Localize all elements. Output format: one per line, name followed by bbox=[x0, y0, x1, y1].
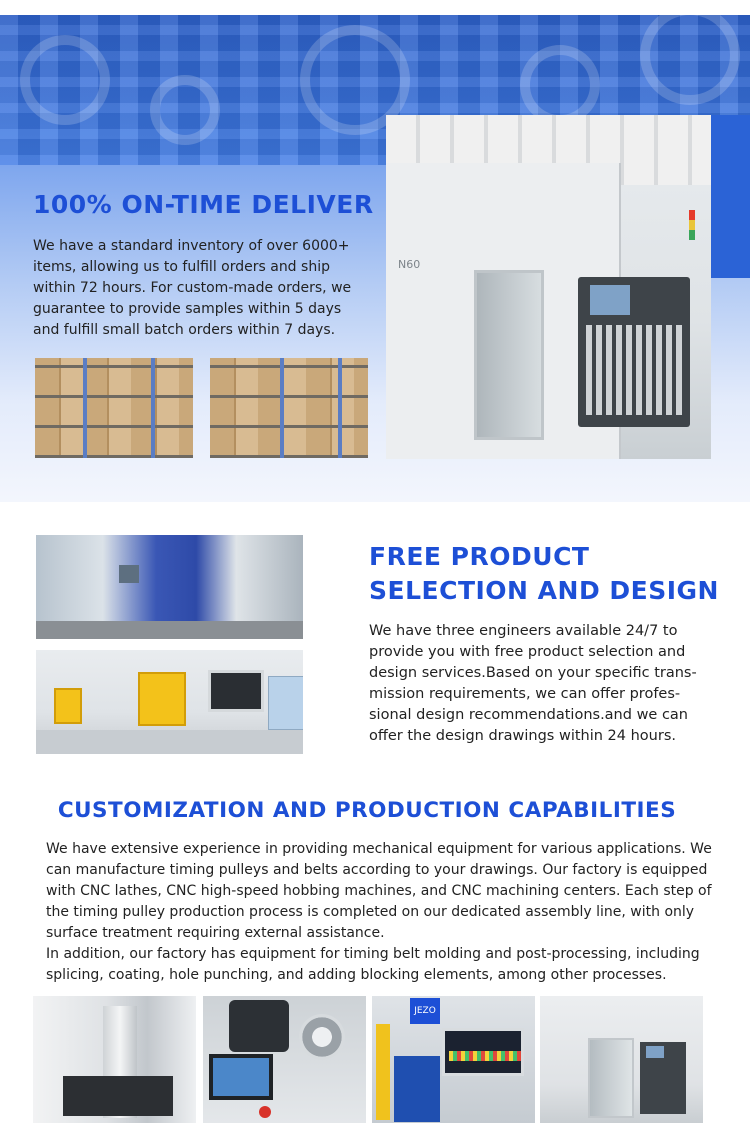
delivery-title: 100% ON-TIME DELIVER bbox=[33, 190, 374, 219]
design-title-line-2: SELECTION AND DESIGN bbox=[369, 576, 719, 605]
delivery-description: We have a standard inventory of over 6000+ items, allowing us to fulfill orders and ship within 72 hours. For custom-made orders, we guarantee to provide samples within 5 days and fulfill small batch orders within 7 days. bbox=[33, 238, 352, 338]
machine-model-label: N60 bbox=[398, 258, 421, 271]
test-bench-photo bbox=[36, 650, 303, 754]
warehouse-shelf-photo-2 bbox=[210, 358, 368, 458]
customization-paragraph-2: In addition, our factory has equipment for timing belt molding and post-processing, including splicing, coating, hole punching, and adding blocking elements, among other processes. bbox=[46, 946, 700, 983]
design-title-line-1: FREE PRODUCT bbox=[369, 542, 590, 571]
warehouse-shelf-photo-1 bbox=[35, 358, 193, 458]
gear-hobber-photo bbox=[33, 996, 196, 1123]
cnc-machine-photo bbox=[386, 115, 711, 459]
customization-title: CUSTOMIZATION AND PRODUCTION CAPABILITIES bbox=[57, 798, 677, 823]
design-title bbox=[369, 540, 719, 608]
design-description: We have three engineers available 24/7 to provide you with free product selection and design services.Based on your specific trans-mission requirements, we can offer profes-sional design recommendations.and we can offer the design drawings within 24 hours. bbox=[369, 623, 697, 744]
customization-paragraph-1: We have extensive experience in providing mechanical equipment for various applications. We can manufacture timing pulleys and belts according to your drawings. Our factory is equipped with CNC lathes, CNC high-speed hobbing machines, and CNC machining centers. Each step of the timing pulley production process is completed on our dedicated assembly line, with only surface treatment requiring external assistance. bbox=[46, 841, 712, 941]
customization-description bbox=[46, 839, 712, 986]
delivery-section bbox=[0, 0, 750, 502]
machining-center-photo bbox=[540, 996, 703, 1123]
cnc-lathe-photo bbox=[203, 996, 366, 1123]
inspection-station-photo: JEZO bbox=[372, 996, 535, 1123]
hobbing-machine-photo bbox=[36, 535, 303, 639]
